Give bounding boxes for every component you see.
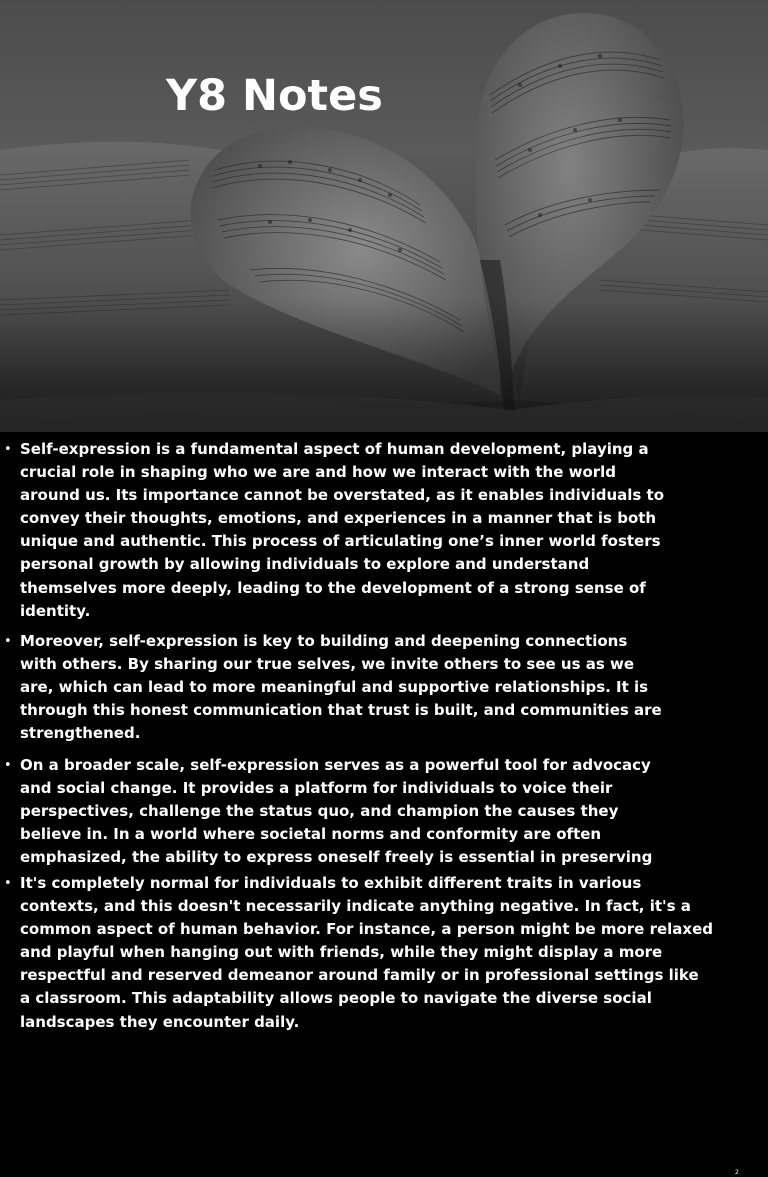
- bullet-text: On a broader scale, self-expression serves as a powerful tool for advocacy and social change. It provides a platform for individuals to voice their perspectives, challenge the status quo, and champion the causes they believe in. In a world where societal norms and conformity are often emphasized, the ability to express oneself freely is essential in preserving: [20, 756, 653, 867]
- hero-photo: [0, 0, 768, 432]
- bullet-item: [0, 872, 768, 1031]
- slide-number: 2: [735, 1169, 739, 1176]
- bullet-text: It's completely normal for individuals to exhibit different traits in various contexts, and this doesn't necessarily indicate anything negative. In fact, it's a common aspect of human behavior. For instance, a person might be more relaxed and playful when hanging out with friends, while they might display a more respectful and reserved demeanor around family or in professional settings like a classroom. This adaptability allows people to navigate the diverse social landscapes they encounter daily.: [20, 874, 714, 1031]
- bullet-marker: •: [4, 634, 12, 649]
- bullet-text: Self-expression is a fundamental aspect of human development, playing a crucial role in shaping who we are and how we interact with the world around us. Its importance cannot be overstated, as it enables individuals to convey their thoughts, emotions, and experiences in a manner that is both unique and authentic. This process of articulating one’s inner world fosters personal growth by allowing individuals to explore and understand themselves more deeply, leading to the development of a strong sense of identity.: [20, 440, 665, 620]
- bullet-item: [0, 630, 768, 748]
- bullet-marker: •: [4, 442, 12, 457]
- page-title: Y8 Notes: [166, 71, 383, 121]
- notes-content: [0, 432, 768, 1176]
- bullet-marker: •: [4, 758, 12, 773]
- bullet-marker: •: [4, 876, 12, 891]
- bullet-item: [0, 438, 768, 624]
- hero-banner: [0, 0, 768, 432]
- bullet-text: Moreover, self-expression is key to building and deepening connections with others. By sharing our true selves, we invite others to see us as we are, which can lead to more meaningful and supportive relationships. It is through this honest communication that trust is built, and communities are strengthened.: [20, 632, 662, 743]
